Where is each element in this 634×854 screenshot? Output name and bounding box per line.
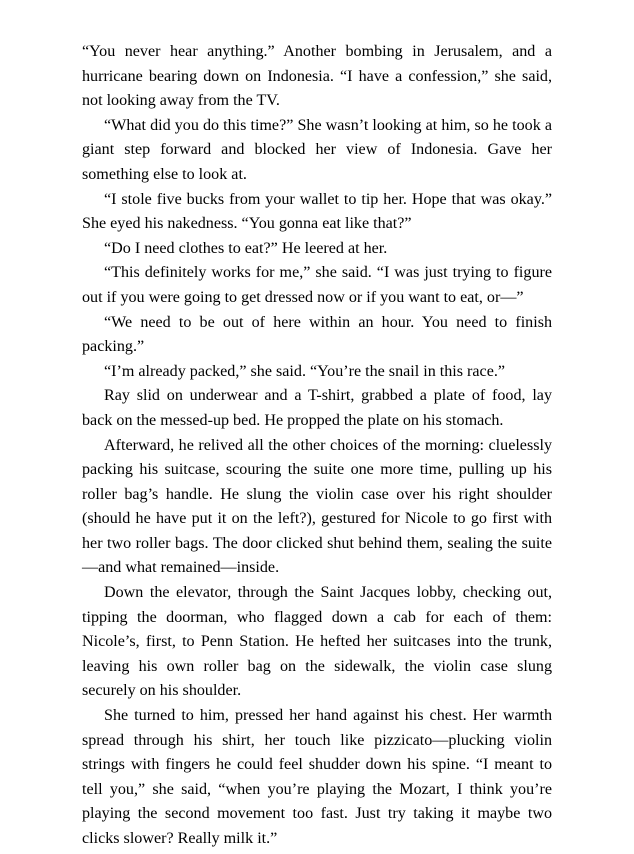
paragraph: “I’m already packed,” she said. “You’re the snail in this race.” [104,362,505,380]
paragraph: “I stole five bucks from your wallet to tip her. Hope that was okay.” She eyed his nakedness. “You gonna eat like that?” [82,190,552,233]
paragraph: “What did you do this time?” She wasn’t looking at him, so he took a giant step forward and blocked her view of Indonesia. Gave her something else to look at. [82,116,552,183]
paragraph: “Do I need clothes to eat?” He leered at her. [104,239,388,257]
paragraph: “You never hear anything.” Another bombing in Jerusalem, and a hurricane bearing down on Indonesia. “I have a confession,” she said, not looking away from the TV. [82,43,552,110]
paragraph: She turned to him, pressed her hand against his chest. Her warmth spread through his shirt, her touch like pizzicato—plucking violin strings with fingers he could feel shudder down his spine. “I meant to tell you,” she said, “when you’re playing the Mozart, I think you’re playing the second movement too fast. Just try taking it maybe two clicks slower? Really milk it.” [82,707,552,847]
paragraph: Down the elevator, through the Saint Jacques lobby, checking out, tipping the doorman, who flagged down a cab for each of them: Nicole’s, first, to Penn Station. He hefted her suitcases into the trunk, leaving his own roller bag on the sidewalk, the violin case slung securely on his shoulder. [82,584,552,700]
paragraph: Ray slid on underwear and a T-shirt, grabbed a plate of food, lay back on the messed-up bed. He propped the plate on his stomach. [82,387,552,429]
paragraph: Afterward, he relived all the other choices of the morning: cluelessly packing his suitcase, scouring the suite one more time, pulling up his roller bag’s handle. He slung the violin case over his right shoulder (should he have put it on the left?), gestured for Nicole to go first with her two roller bags. The door clicked shut behind them, sealing the suite—and what remained—inside. [82,436,552,577]
paragraph: “We need to be out of here within an hour. You need to finish packing.” [82,313,552,356]
body-text-column [82,40,552,852]
paragraph: “This definitely works for me,” she said. “I was just trying to figure out if you were going to get dressed now or if you want to eat, or—” [82,264,552,306]
